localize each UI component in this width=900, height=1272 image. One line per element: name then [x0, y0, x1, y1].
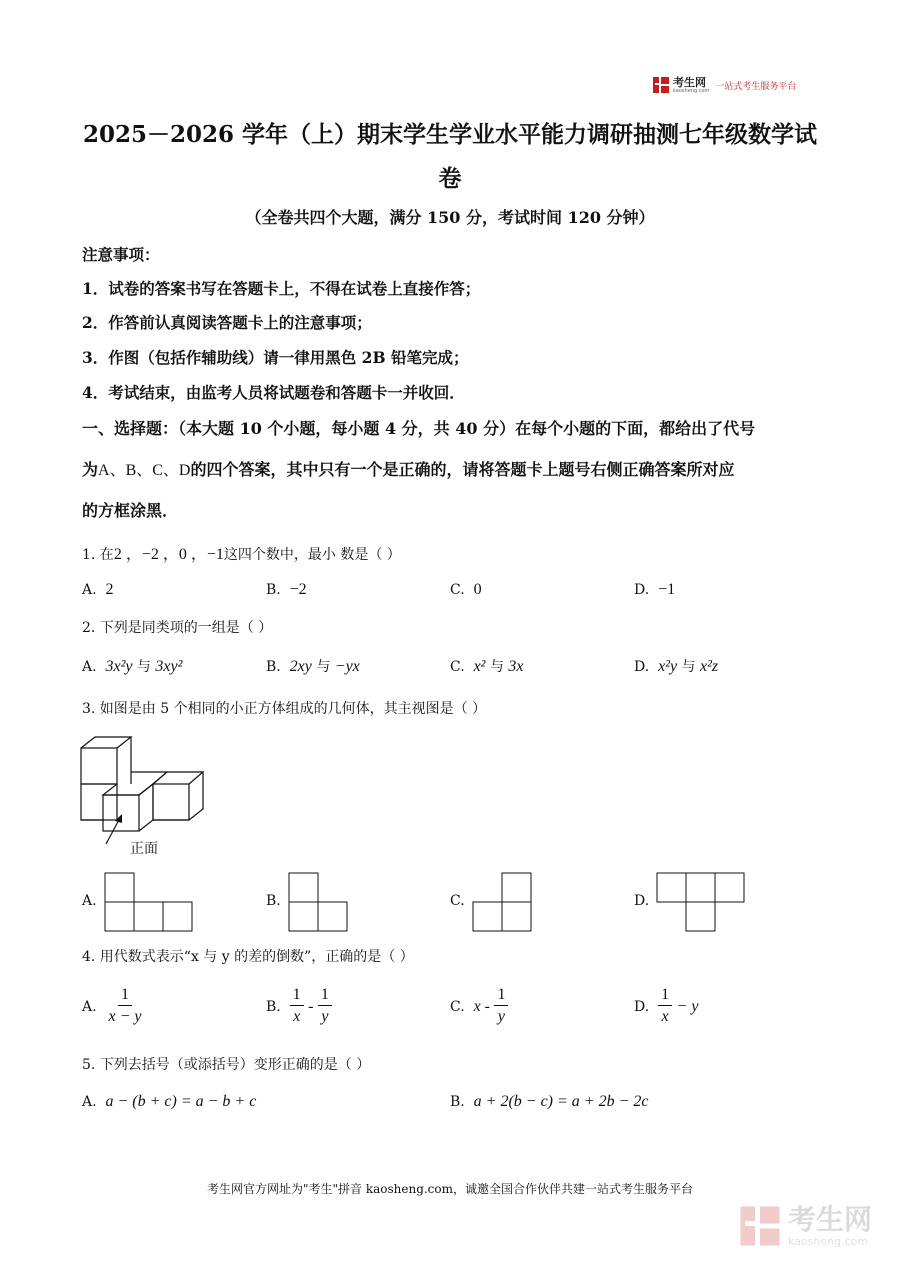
section1-prefix: 为 — [82, 460, 99, 479]
q3-option-a-label[interactable]: A. — [82, 893, 97, 909]
note-item: 2．作答前认真阅读答题卡上的注意事项； — [82, 313, 372, 332]
page-title: 2025－2026 学年（上）期末学生学业水平能力调研抽测七年级数学试 — [82, 121, 818, 148]
q4-option-d[interactable]: D. $\frac{1}{x}$ − y — [634, 986, 699, 1025]
q3-option-b-label[interactable]: B. — [266, 893, 281, 909]
watermark-brand: 考生网 — [787, 1202, 872, 1236]
page-footer: 考生网官方网址为"考生"拼音 kaosheng.com，诚邀全国合作伙伴共建一站式考生服务平台 — [206, 1182, 694, 1196]
q5-option-b[interactable]: B. a + 2(b − c) = a + 2b − 2c — [450, 1093, 649, 1110]
section1-letters: A、B、C、D — [98, 462, 191, 479]
q4-option-a[interactable]: A. $\frac{1}{x - y}$ — [82, 986, 142, 1025]
arrow-icon — [115, 814, 122, 823]
logo-sub: kaosheng.com — [673, 87, 710, 94]
q3-option-a-figure[interactable] — [104, 870, 196, 934]
q3-stem: 3. 如图是由 5 个相同的小正方体组成的几何体，其主视图是（ ） — [82, 701, 487, 717]
watermark-site: kaosheng.com — [787, 1234, 869, 1248]
q3-option-b-figure[interactable] — [288, 870, 350, 934]
q3-option-d-label[interactable]: D. — [634, 893, 650, 909]
section1-line3: 的方框涂黑． — [82, 501, 179, 520]
q1-suffix: 这四个数中，最小 数是（ ） — [223, 547, 401, 563]
q4-option-c[interactable]: C. x - $\frac{1}{y}$ — [450, 985, 508, 1028]
q5-stem: 5. 下列去括号（或添括号）变形正确的是（ ） — [82, 1057, 371, 1073]
q1-option-c[interactable]: C. 0 — [450, 581, 482, 598]
q2-option-d[interactable]: D. x²y 与 x²z — [634, 658, 719, 675]
logo-slogan: 一站式考生服务平台 — [715, 81, 797, 92]
q2-option-c[interactable]: C. x² 与 3x — [450, 658, 524, 675]
q2-stem: 2. 下列是同类项的一组是（ ） — [82, 620, 273, 636]
q3-solid-figure — [78, 734, 218, 854]
q3-option-d-figure[interactable] — [656, 870, 748, 934]
header-logo — [652, 72, 822, 98]
q1-stem — [82, 541, 401, 564]
q1-option-b[interactable]: B. −2 — [266, 581, 307, 598]
note-item: 1．试卷的答案书写在答题卡上，不得在试卷上直接作答； — [82, 279, 481, 298]
q3-option-c-figure[interactable] — [472, 870, 534, 934]
q1-prefix: 1. 在 — [82, 547, 114, 563]
note-item: 4．考试结束，由监考人员将试题卷和答题卡一并收回． — [82, 383, 465, 402]
q1-option-d[interactable]: D. −1 — [634, 581, 676, 598]
front-label: 正面 — [130, 841, 158, 857]
q2-option-a[interactable]: A. 3x²y 与 3xy² — [82, 658, 183, 675]
notes-heading: 注意事项： — [82, 245, 160, 264]
logo-brand: 考生网 — [673, 75, 706, 89]
section1-line1: 一、选择题：（本大题 10 个小题，每小题 4 分，共 40 分）在每个小题的下面，都给出了代号 — [82, 419, 756, 438]
watermark-logo-icon — [738, 1204, 782, 1248]
section1-suffix: 的四个答案，其中只有一个是正确的，请将答题卡上题号右侧正确答案所对应 — [190, 460, 735, 479]
q5-option-a[interactable]: A. a − (b + c) = a − b + c — [82, 1093, 257, 1110]
q2-option-b[interactable]: B. 2xy 与 −yx — [266, 658, 360, 675]
watermark — [738, 1204, 872, 1248]
q3-option-c-label[interactable]: C. — [450, 893, 465, 909]
q1-numbers: 2 ，−2 ，0 ，−1 — [113, 546, 224, 563]
q1-option-a[interactable]: A. 2 — [82, 581, 114, 598]
section1-line2 — [82, 457, 822, 480]
exam-subtitle: （全卷共四个大题，满分 150 分，考试时间 120 分钟） — [245, 208, 655, 227]
q4-stem: 4. 用代数式表示“x 与 y 的差的倒数”，正确的是（ ） — [82, 949, 414, 965]
kaosheng-logo-icon — [652, 76, 670, 94]
page-title-cont: 卷 — [438, 165, 462, 192]
note-item: 3．作图（包括作辅助线）请一律用黑色 2B 铅笔完成； — [82, 348, 469, 367]
q4-option-b[interactable]: B. $\frac{1}{x}$ - $\frac{1}{y}$ — [266, 985, 332, 1028]
